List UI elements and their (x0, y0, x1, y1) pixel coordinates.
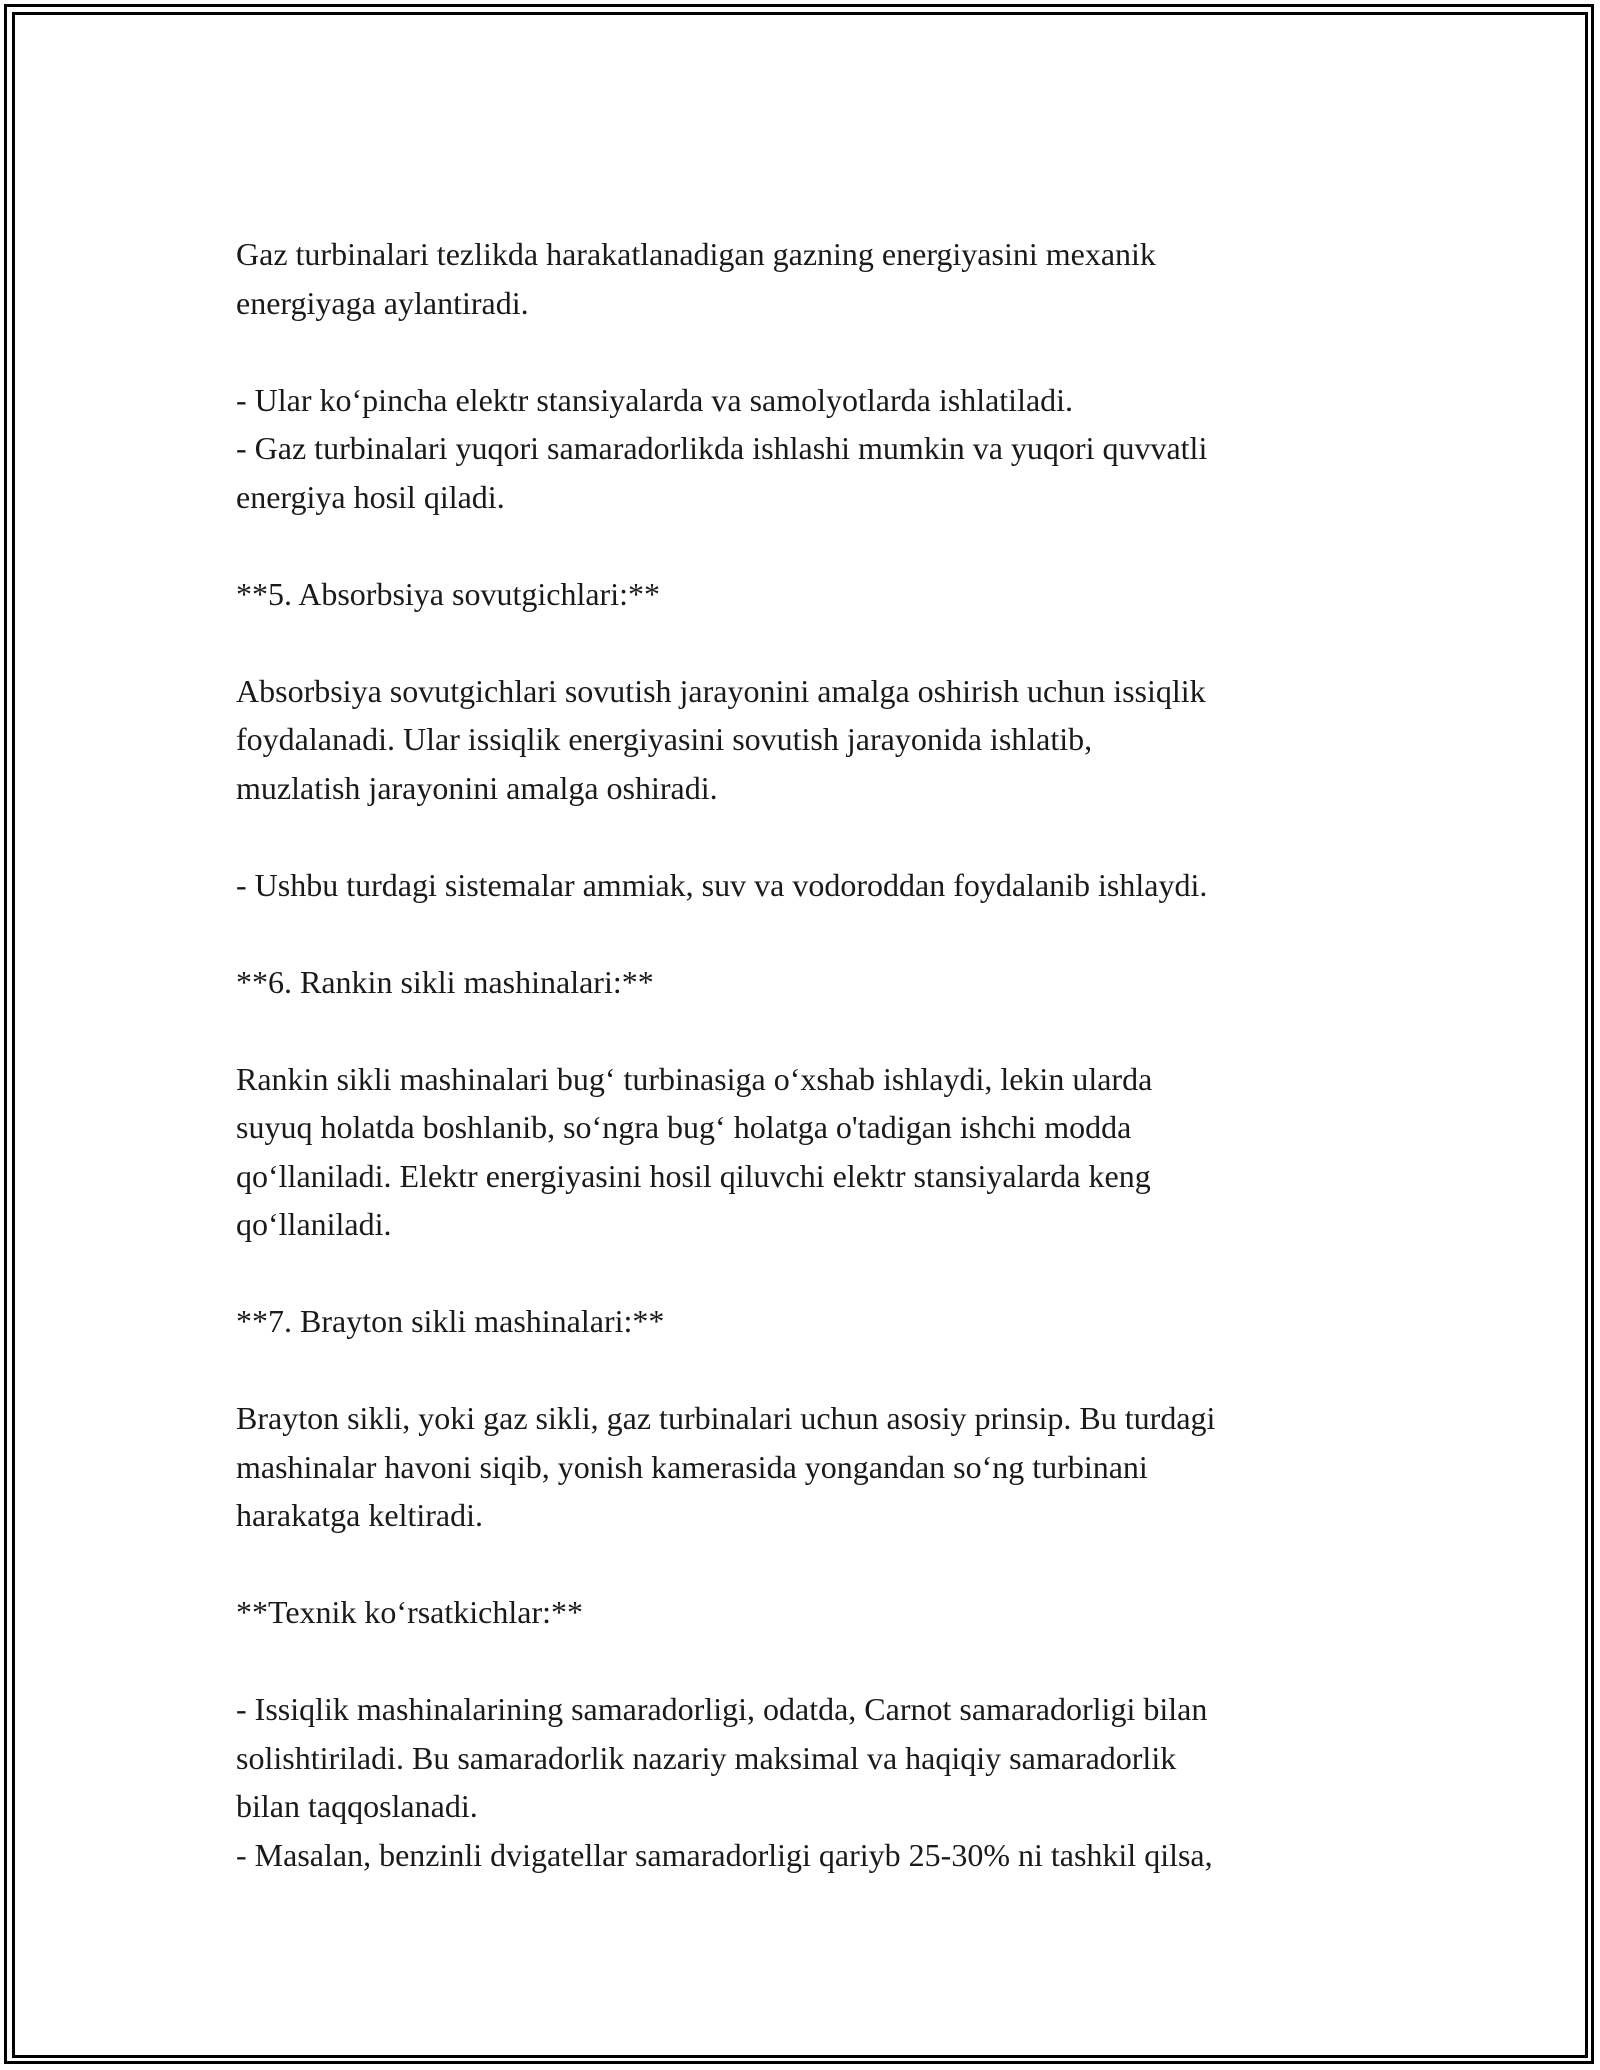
paragraph (236, 1685, 1366, 1879)
text-line: qo‘llaniladi. (236, 1206, 392, 1242)
paragraph-gap (236, 1006, 1366, 1055)
text-line: harakatga keltiradi. (236, 1497, 483, 1533)
text-line: foydalanadi. Ular issiqlik energiyasini sovutish jarayonida ishlatib, (236, 721, 1093, 757)
paragraph (236, 1297, 1366, 1346)
text-line: suyuq holatda boshlanib, so‘ngra bug‘ holatga o'tadigan ishchi modda (236, 1109, 1132, 1145)
paragraph (236, 958, 1366, 1007)
text-line: muzlatish jarayonini amalga oshiradi. (236, 769, 718, 806)
paragraph-gap (236, 618, 1366, 667)
paragraph (236, 667, 1366, 813)
paragraph-gap (236, 909, 1366, 958)
paragraph (236, 861, 1366, 910)
text-line: Gaz turbinalari tezlikda harakatlanadigan gazning energiyasini mexanik (236, 236, 1156, 272)
text-line: mashinalar havoni siqib, yonish kamerasida yongandan so‘ng turbinani (236, 1448, 1148, 1485)
paragraph-gap (236, 1346, 1366, 1395)
paragraph-gap (236, 1637, 1366, 1686)
text-line: solishtiriladi. Bu samaradorlik nazariy maksimal va haqiqiy samaradorlik (236, 1739, 1177, 1776)
text-line: - Ushbu turdagi sistemalar ammiak, suv va vodoroddan foydalanib ishlaydi. (236, 866, 1208, 903)
text-line: energiya hosil qiladi. (236, 478, 505, 515)
paragraph (236, 376, 1366, 522)
text-line: **5. Absorbsiya sovutgichlari:** (236, 575, 660, 612)
document-body (236, 230, 1366, 1879)
text-line: **7. Brayton sikli mashinalari:** (236, 1303, 665, 1339)
paragraph (236, 1055, 1366, 1249)
text-line: - Issiqlik mashinalarining samaradorligi, odatda, Carnot samaradorligi bilan (236, 1691, 1208, 1727)
text-line: energiyaga aylantiradi. (236, 284, 529, 321)
text-line: bilan taqqoslanadi. (236, 1788, 478, 1824)
paragraph-gap (236, 812, 1366, 861)
paragraph-gap (236, 1249, 1366, 1298)
paragraph (236, 230, 1366, 327)
paragraph (236, 1394, 1366, 1540)
paragraph-gap (236, 1540, 1366, 1589)
text-line: Rankin sikli mashinalari bug‘ turbinasiga o‘xshab ishlaydi, lekin ularda (236, 1060, 1153, 1097)
paragraph (236, 570, 1366, 619)
text-line: Absorbsiya sovutgichlari sovutish jarayonini amalga oshirish uchun issiqlik (236, 672, 1206, 709)
text-line: - Masalan, benzinli dvigatellar samaradorligi qariyb 25-30% ni tashkil qilsa, (236, 1836, 1213, 1873)
text-line: **Texnik ko‘rsatkichlar:** (236, 1594, 583, 1630)
text-line: - Ular ko‘pincha elektr stansiyalarda va samolyotlarda ishlatiladi. (236, 381, 1074, 418)
paragraph-gap (236, 521, 1366, 570)
text-line: **6. Rankin sikli mashinalari:** (236, 963, 654, 1000)
paragraph (236, 1588, 1366, 1637)
paragraph-gap (236, 327, 1366, 376)
text-line: qo‘llaniladi. Elektr energiyasini hosil qiluvchi elektr stansiyalarda keng (236, 1157, 1151, 1194)
text-line: - Gaz turbinalari yuqori samaradorlikda ishlashi mumkin va yuqori quvvatli (236, 430, 1208, 466)
text-line: Brayton sikli, yoki gaz sikli, gaz turbinalari uchun asosiy prinsip. Bu turdagi (236, 1400, 1216, 1436)
